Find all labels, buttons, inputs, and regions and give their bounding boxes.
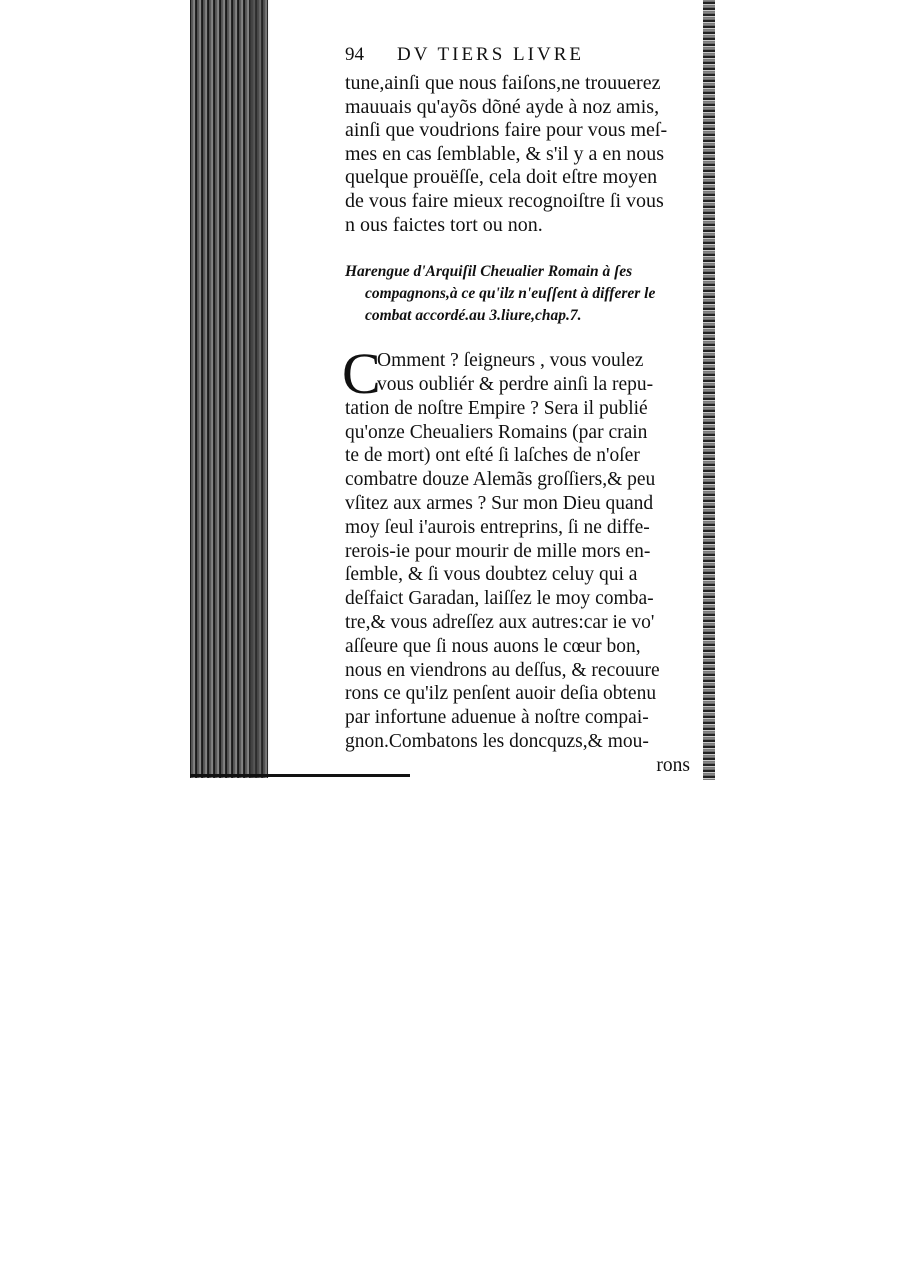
text-line: tation de noſtre Empire ? Sera il publié	[345, 397, 648, 419]
text-line: ſemble, & ſi vous doubtez celuy qui a	[345, 564, 638, 586]
text-line: combatre douze Alemãs groſſiers,& peu	[345, 469, 656, 491]
heading-line: Harengue d'Arquiſil Cheualier Romain à ſes	[345, 263, 633, 281]
section-heading	[345, 261, 690, 327]
text-line: gnon.Combatons les doncquzs,& mou-	[345, 730, 649, 752]
text-line: quelque prouëſſe, cela doit eſtre moyen	[345, 166, 658, 189]
page-edge-right	[703, 0, 715, 780]
running-header	[345, 42, 690, 72]
running-title: DV TIERS LIVRE	[397, 44, 584, 65]
text-line: qu'onze Cheualiers Romains (par crain	[345, 421, 648, 443]
text-line: aſſeure que ſi nous auons le cœur bon,	[345, 635, 641, 657]
text-line: deſfaict Garadan, laiſſez le moy comba-	[345, 588, 654, 610]
text-line: rerois-ie pour mourir de mille mors en-	[345, 540, 651, 562]
text-line: ainſi que voudrions faire pour vous meſ-	[345, 119, 668, 142]
text-line: te de mort) ont eſté ſi laſches de n'oſer	[345, 445, 640, 467]
heading-line: combat accordé.au 3.liure,chap.7.	[365, 307, 582, 325]
text-line: moy ſeul i'aurois entreprins, ſi ne diffe-	[345, 516, 650, 538]
drop-capital: C	[342, 341, 381, 407]
text-block	[342, 42, 690, 778]
text-line: n ous faictes tort ou non.	[345, 213, 543, 236]
page-number: 94	[345, 44, 364, 65]
harangue-paragraph	[342, 341, 690, 777]
text-line: nous en viendrons au deſſus, & recouure	[345, 659, 660, 681]
catchword: rons	[656, 754, 690, 776]
text-line: de vous faire mieux recognoiſtre ſi vous	[345, 189, 664, 212]
text-line: tune,ainſi que nous faiſons,ne trouuerez	[345, 72, 661, 94]
gutter-fade	[250, 0, 270, 778]
text-line: mes en cas ſemblable, & s'il y a en nous	[345, 142, 665, 165]
continued-paragraph	[345, 72, 690, 237]
text-line: vous oubliér & perdre ainſi la repu-	[377, 373, 654, 395]
text-line: mauuais qu'ayõs dõné ayde à noz amis,	[345, 95, 660, 118]
text-line: vſitez aux armes ? Sur mon Dieu quand	[345, 492, 654, 514]
text-line: par infortune aduenue à noſtre compai-	[345, 707, 649, 729]
text-line: Omment ? ſeigneurs , vous voulez	[377, 350, 644, 372]
heading-line: compagnons,à ce qu'ilz n'euſſent à differer le	[365, 285, 656, 303]
text-line: tre,& vous adreſſez aux autres:car ie vo'	[345, 611, 655, 633]
text-line: rons ce qu'ilz penſent auoir deſia obtenu	[345, 683, 657, 705]
